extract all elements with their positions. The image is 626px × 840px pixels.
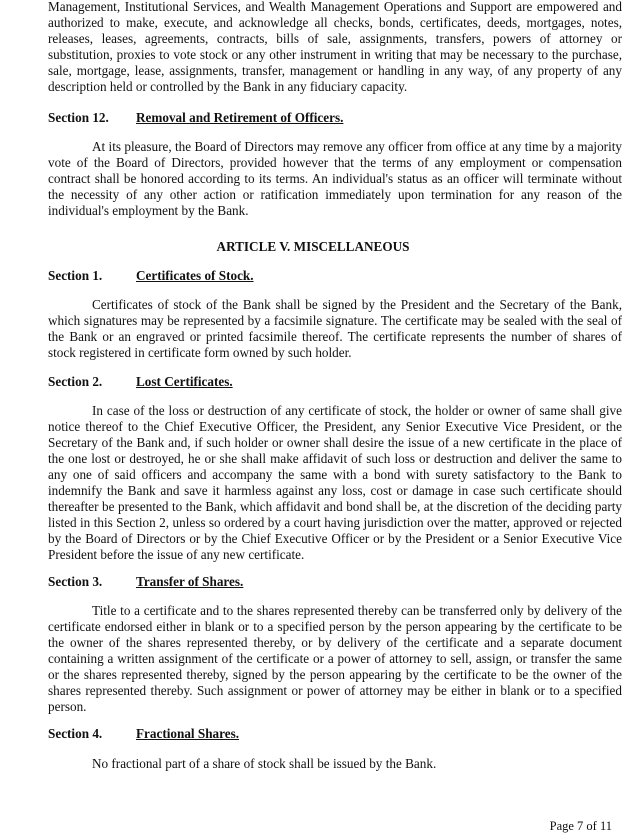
section-4-title: Fractional Shares. (136, 726, 240, 741)
section-3-title: Transfer of Shares. (136, 574, 244, 589)
section-1-title: Certificates of Stock. (136, 268, 254, 283)
page-number: Page 7 of 11 (549, 819, 612, 833)
section-2-heading (48, 374, 233, 390)
section-2-number: Section 2. (48, 374, 103, 389)
section-3-heading (48, 574, 243, 590)
top-paragraph: Management, Institutional Services, and Wealth Management Operations and Support are empowered and authorized to make, execute, and acknowledge all checks, bonds, certificates, deeds, mortgages, notes, releases, leases, agreements, contracts, bills of sale, assignments, transfers, powers of attorney or substitution, proxies to vote stock or any other instrument in writing that may be necessary to the purchase, sale, mortgage, lease, assignments, transfer, management or handling in any way, of any property of any description held or controlled by the Bank in any fiduciary capacity. (48, 0, 622, 94)
section-2-body: In case of the loss or destruction of any certificate of stock, the holder or owner of same shall give notice thereof to the Chief Executive Officer, the President, any Senior Executive Vice President, or the Secretary of the Bank and, if such holder or owner shall desire the issue of a new certificate in the place of the one lost or destroyed, he or she shall make affidavit of such loss or destruction and deliver the same to any one of said officers and accompany the same with a bond with surety satisfactory to the Bank to indemnify the Bank and save it harmless against any loss, cost or damage in case such certificate should thereafter be presented to the Bank, which affidavit and bond shall be, at the discretion of the deciding party listed in this Section 2, unless so ordered by a court having jurisdiction over the matter, approved or rejected by the Board of Directors or by the Chief Executive Officer or by the President or a Senior Executive Vice President before the issue of any new certificate. (48, 403, 622, 562)
section-12-body: At its pleasure, the Board of Directors may remove any officer from office at any time by a majority vote of the Board of Directors, provided however that the terms of any employment or compensation contract shall be honored according to its terms. An individual's status as an officer will terminate without the necessity of any other action or ratification immediately upon termination for any reason of the individual's employment by the Bank. (48, 139, 622, 218)
section-1-number: Section 1. (48, 268, 103, 283)
section-4-number: Section 4. (48, 726, 103, 741)
section-12-heading (48, 110, 343, 126)
section-12-title: Removal and Retirement of Officers. (136, 110, 344, 125)
section-3-number: Section 3. (48, 574, 103, 589)
section-1-body: Certificates of stock of the Bank shall be signed by the President and the Secretary of the Bank, which signatures may be represented by a facsimile signature. The certificate may be sealed with the seal of the Bank or an engraved or printed facsimile thereof. The certificate represents the number of shares of stock registered in certificate form owned by such holder. (48, 297, 622, 360)
section-1-heading (48, 268, 254, 284)
article-heading: ARTICLE V. MISCELLANEOUS (216, 239, 410, 254)
section-4-body: No fractional part of a share of stock shall be issued by the Bank. (92, 756, 437, 771)
section-4-heading (48, 726, 239, 742)
section-2-title: Lost Certificates. (136, 374, 233, 389)
section-3-body: Title to a certificate and to the shares represented thereby can be transferred only by delivery of the certificate endorsed either in blank or to a specified person by the person appearing by the certificate to be the owner of the shares represented thereby, or by delivery of the certificate and a separate document containing a written assignment of the certificate or a power of attorney to sell, assign, or transfer the same or the shares represented thereby, signed by the person appearing by the certificate to be the owner of the shares represented thereby. Such assignment or power of attorney may be either in blank or to a specified person. (48, 603, 622, 714)
section-12-number: Section 12. (48, 110, 109, 125)
